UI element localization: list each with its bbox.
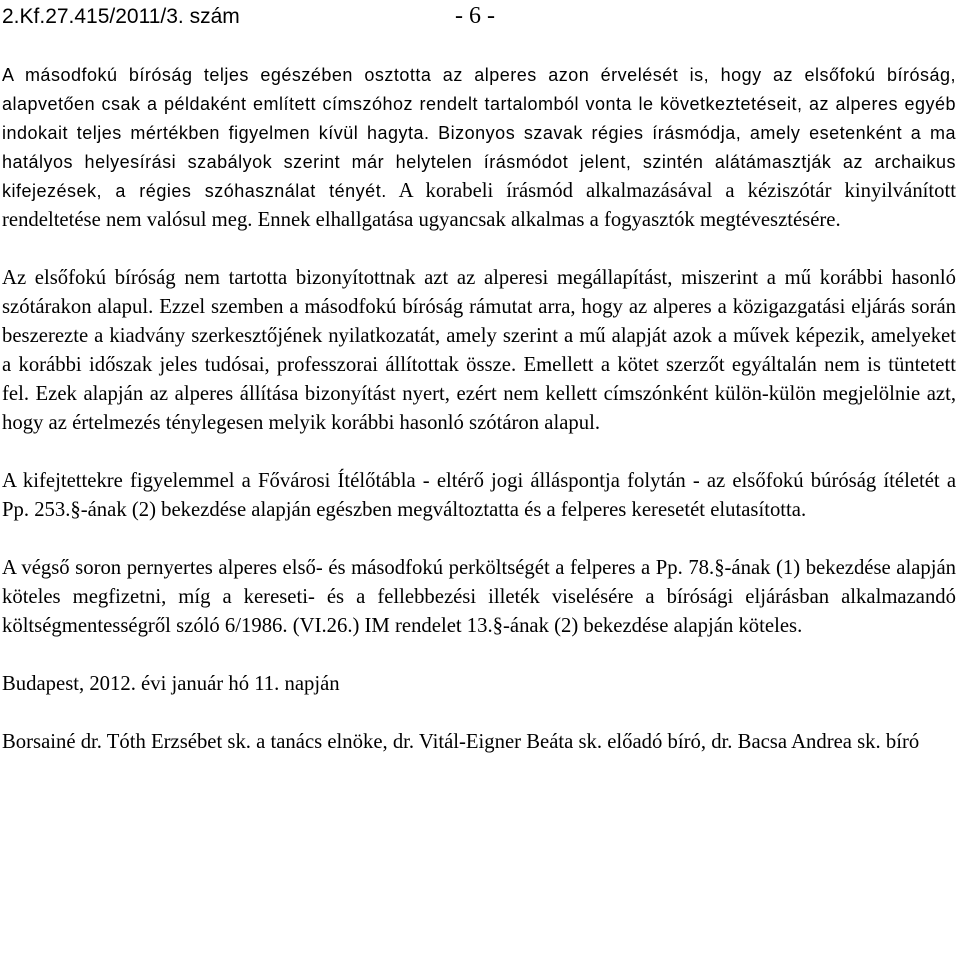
page-header <box>0 0 960 34</box>
case-number: 2.Kf.27.415/2011/3. szám <box>2 5 240 28</box>
paragraph-decision: A kifejtettekre figyelemmel a Fővárosi Ítélőtábla - eltérő jogi álláspontja folytán - az elsőfokú búróság ítéletét a Pp. 253.§-ának (2) bekezdése alapján egészben megváltoztatta és a felperes keresetét elutasította. <box>2 470 956 521</box>
signatures: Borsainé dr. Tóth Erzsébet sk. a tanács elnöke, dr. Vitál-Eigner Beáta sk. előadó bíró, dr. Bacsa Andrea sk. bíró <box>2 731 920 753</box>
date-line: Budapest, 2012. évi január hó 11. napján <box>2 673 340 695</box>
paragraph-costs: A végső soron pernyertes alperes első- és másodfokú perköltségét a felperes a Pp. 78.§-ának (1) bekezdése alapján köteles megfizetni, míg a kereseti- és a fellebbezési illeték viselésére a bírósági eljárásban alkalmazandó költségmentességről szóló 6/1986. (VI.26.) IM rendelet 13.§-ának (2) bekezdése alapján köteles. <box>2 557 956 637</box>
paragraph-reasoning-first <box>2 61 956 235</box>
paragraph-reasoning-second: Az elsőfokú bíróság nem tartotta bizonyítottnak azt az alperesi megállapítást, miszerint a mű korábbi hasonló szótárakon alapul. Ezzel szemben a másodfokú bíróság rámutat arra, hogy az alperes a közigazgatási eljárás során beszerezte a kiadvány szerkesztőjének nyilatkozatát, amely szerint a mű alapját azok a művek képezik, amelyeket a korábbi időszak jeles tudósai, professzorai állítottak össze. Emellett a kötet szerzőt egyáltalán nem is tüntetett fel. Ezek alapján az alperes állítása bizonyítást nyert, ezért nem kellett címszónként külön-külön megjelölnie azt, hogy az értelmezés ténylegesen melyik korábbi hasonló szótáron alapul. <box>2 267 956 434</box>
paragraph-reasoning-first-part1: A másodfokú bíróság teljes egészében osztotta az alperes azon érvelését is, hogy az elsőfokú bíróság, alapvetően csak a példaként említett címszóhoz rendelt tartalomból vonta le következtetéseit, az alperes egyéb indokait teljes mértékben figyelmen kívül hagyta. Bizonyos szavak régies írásmódja, amely esetenként a ma hatályos helyesírási szabályok szerint már helytelen írásmódot jelent, szintén alátámasztják az archaikus kifejezések, a régies szóhasználat tényét. <box>2 65 956 201</box>
page-number: - 6 - <box>455 3 495 29</box>
paragraph-reasoning-first-part2: A korabeli írásmód alkalmazásával a kéziszótár kinyilvánított rendeltetése nem valósul meg. Ennek elhallgatása ugyancsak alkalmas a fogyasztók megtévesztésére. <box>2 180 957 231</box>
document-body <box>2 61 956 757</box>
